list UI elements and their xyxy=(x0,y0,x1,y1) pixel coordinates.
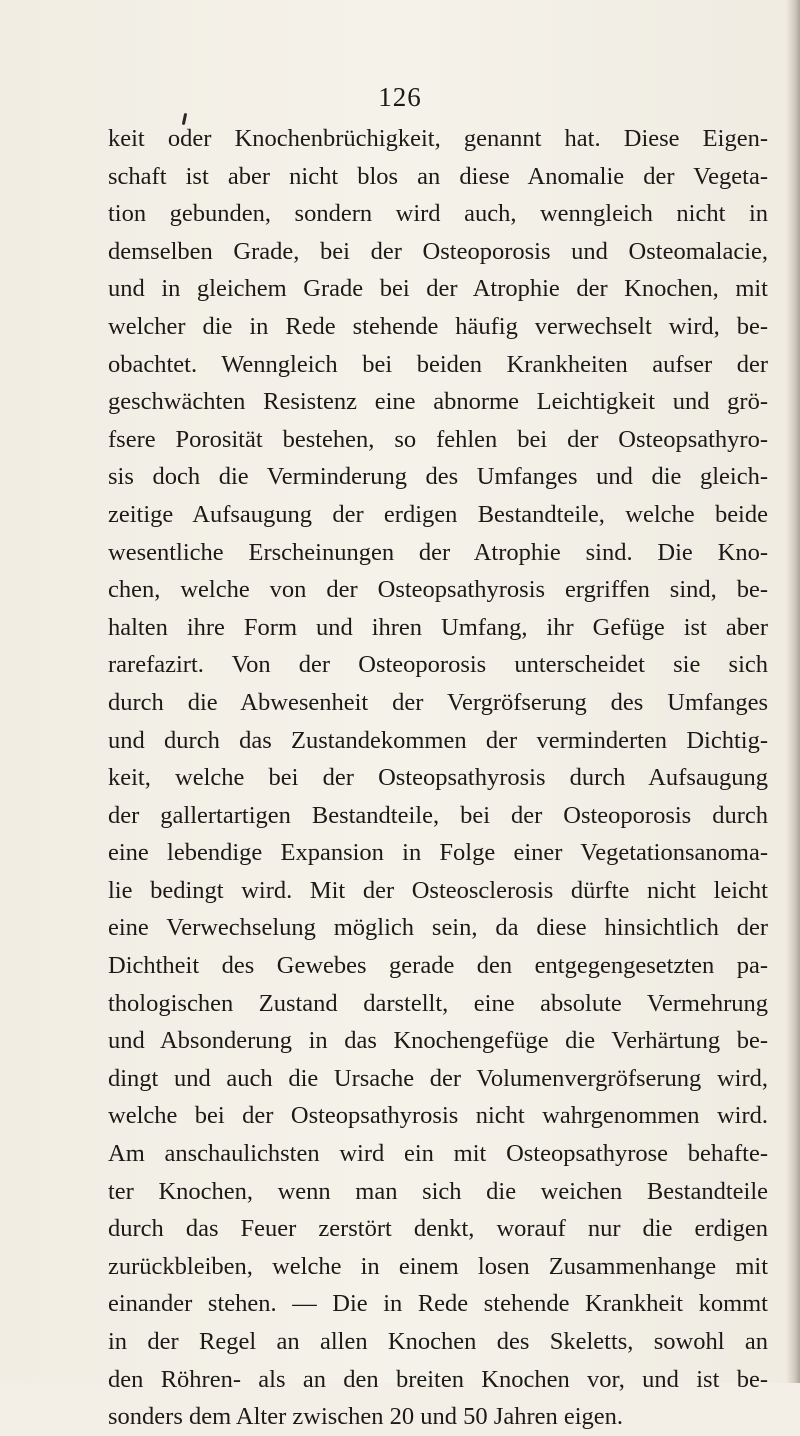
text-line: fsere Porosität bestehen, so fehlen bei der Osteopsathyro- xyxy=(108,425,768,453)
text-line: eine lebendige Expansion in Folge einer Vegetationsanoma- xyxy=(108,839,768,867)
text-line: durch das Feuer zerstört denkt, worauf nur die erdigen xyxy=(108,1215,768,1243)
text-line: und Absonderung in das Knochengefüge die Verhärtung be- xyxy=(108,1027,768,1055)
text-line: und in gleichem Grade bei der Atrophie der Knochen, mit xyxy=(108,275,768,303)
text-line: zurückbleiben, welche in einem losen Zusammenhange mit xyxy=(108,1252,768,1280)
text-line: keit, welche bei der Osteopsathyrosis durch Aufsaugung xyxy=(108,764,768,792)
text-line: halten ihre Form und ihren Umfang, ihr Gefüge ist aber xyxy=(108,613,768,641)
text-line: Am anschaulichsten wird ein mit Osteopsathyrose behafte- xyxy=(108,1140,768,1168)
text-line: ter Knochen, wenn man sich die weichen Bestandteile xyxy=(108,1177,768,1205)
text-line: demselben Grade, bei der Osteoporosis und Osteomalacie, xyxy=(108,237,768,265)
text-line: wesentliche Erscheinungen der Atrophie sind. Die Kno- xyxy=(108,538,768,566)
text-line: thologischen Zustand darstellt, eine absolute Vermehrung xyxy=(108,989,768,1017)
page-number: 126 xyxy=(378,82,422,112)
text-line: durch die Abwesenheit der Vergröfserung des Umfanges xyxy=(108,688,768,716)
text-line: zeitige Aufsaugung der erdigen Bestandteile, welche beide xyxy=(108,500,768,528)
text-line: dingt und auch die Ursache der Volumenvergröfserung wird, xyxy=(108,1064,768,1092)
text-line: chen, welche von der Osteopsathyrosis ergriffen sind, be- xyxy=(108,576,768,604)
text-line: Dichtheit des Gewebes gerade den entgegengesetzten pa- xyxy=(108,952,768,980)
text-line: sis doch die Verminderung des Umfanges und die gleich- xyxy=(108,463,768,491)
text-line: in der Regel an allen Knochen des Skeletts, sowohl an xyxy=(108,1328,768,1355)
text-line: keit oder Knochenbrüchigkeit, genannt hat. Diese Eigen- xyxy=(108,125,768,152)
text-line: lie bedingt wird. Mit der Osteosclerosis dürfte nicht leicht xyxy=(108,876,768,904)
body-text xyxy=(108,120,768,1436)
text-line: eine Verwechselung möglich sein, da diese hinsichtlich der xyxy=(108,914,768,942)
text-line: tion gebunden, sondern wird auch, wenngleich nicht in xyxy=(108,200,768,228)
text-line: sonders dem Alter zwischen 20 und 50 Jahren eigen. xyxy=(108,1403,624,1431)
text-line: welcher die in Rede stehende häufig verwechselt wird, be- xyxy=(108,312,768,340)
text-line: der gallertartigen Bestandteile, bei der Osteoporosis durch xyxy=(108,801,768,829)
text-line: welche bei der Osteopsathyrosis nicht wahrgenommen wird. xyxy=(108,1102,768,1130)
text-line: den Röhren- als an den breiten Knochen vor, und ist be- xyxy=(108,1365,768,1393)
text-line: geschwächten Resistenz eine abnorme Leichtigkeit und grö- xyxy=(108,388,768,416)
text-line: obachtet. Wenngleich bei beiden Krankheiten aufser der xyxy=(108,350,768,378)
text-line: einander stehen. — Die in Rede stehende Krankheit kommt xyxy=(108,1290,768,1318)
page-edge-shadow xyxy=(786,0,800,1383)
text-line: rarefazirt. Von der Osteoporosis unterscheidet sie sich xyxy=(108,651,768,679)
text-line: schaft ist aber nicht blos an diese Anomalie der Vegeta- xyxy=(108,162,768,190)
text-line: und durch das Zustandekommen der verminderten Dichtig- xyxy=(108,726,768,754)
